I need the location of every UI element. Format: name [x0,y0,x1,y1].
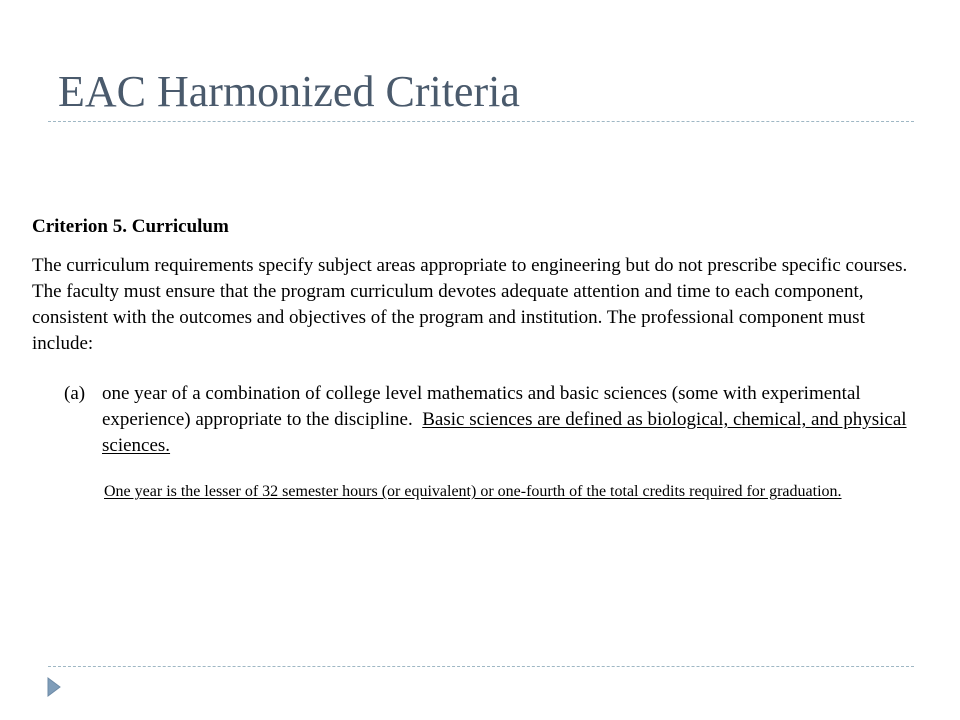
list-item-a [32,381,922,459]
criterion-body: The curriculum requirements specify subject areas appropriate to engineering but do not prescribe specific courses. The faculty must ensure that the program curriculum devotes adequate attention and time to each component, consistent with the outcomes and objectives of the program and institution. The professional component must include: [32,255,908,354]
footer-divider [48,666,914,667]
slide-title: EAC Harmonized Criteria [58,67,520,116]
title-divider [48,121,914,122]
triangle-right-icon [47,677,61,697]
triangle-right-shape [48,678,60,696]
item-a-text: one year of a combination of college level mathematics and basic sciences (some with experimental experience) appropriate to the discipline. [102,383,861,430]
footnote: One year is the lesser of 32 semester hours (or equivalent) or one-fourth of the total credits required for graduation. [104,483,842,500]
list-item-text [102,381,922,459]
list-item-label: (a) [64,383,86,404]
item-a-definition: Basic sciences are defined as biological, chemical, and physical sciences. [102,409,907,456]
criterion-excerpt [32,213,922,503]
criterion-heading: Criterion 5. Curriculum [32,216,229,237]
